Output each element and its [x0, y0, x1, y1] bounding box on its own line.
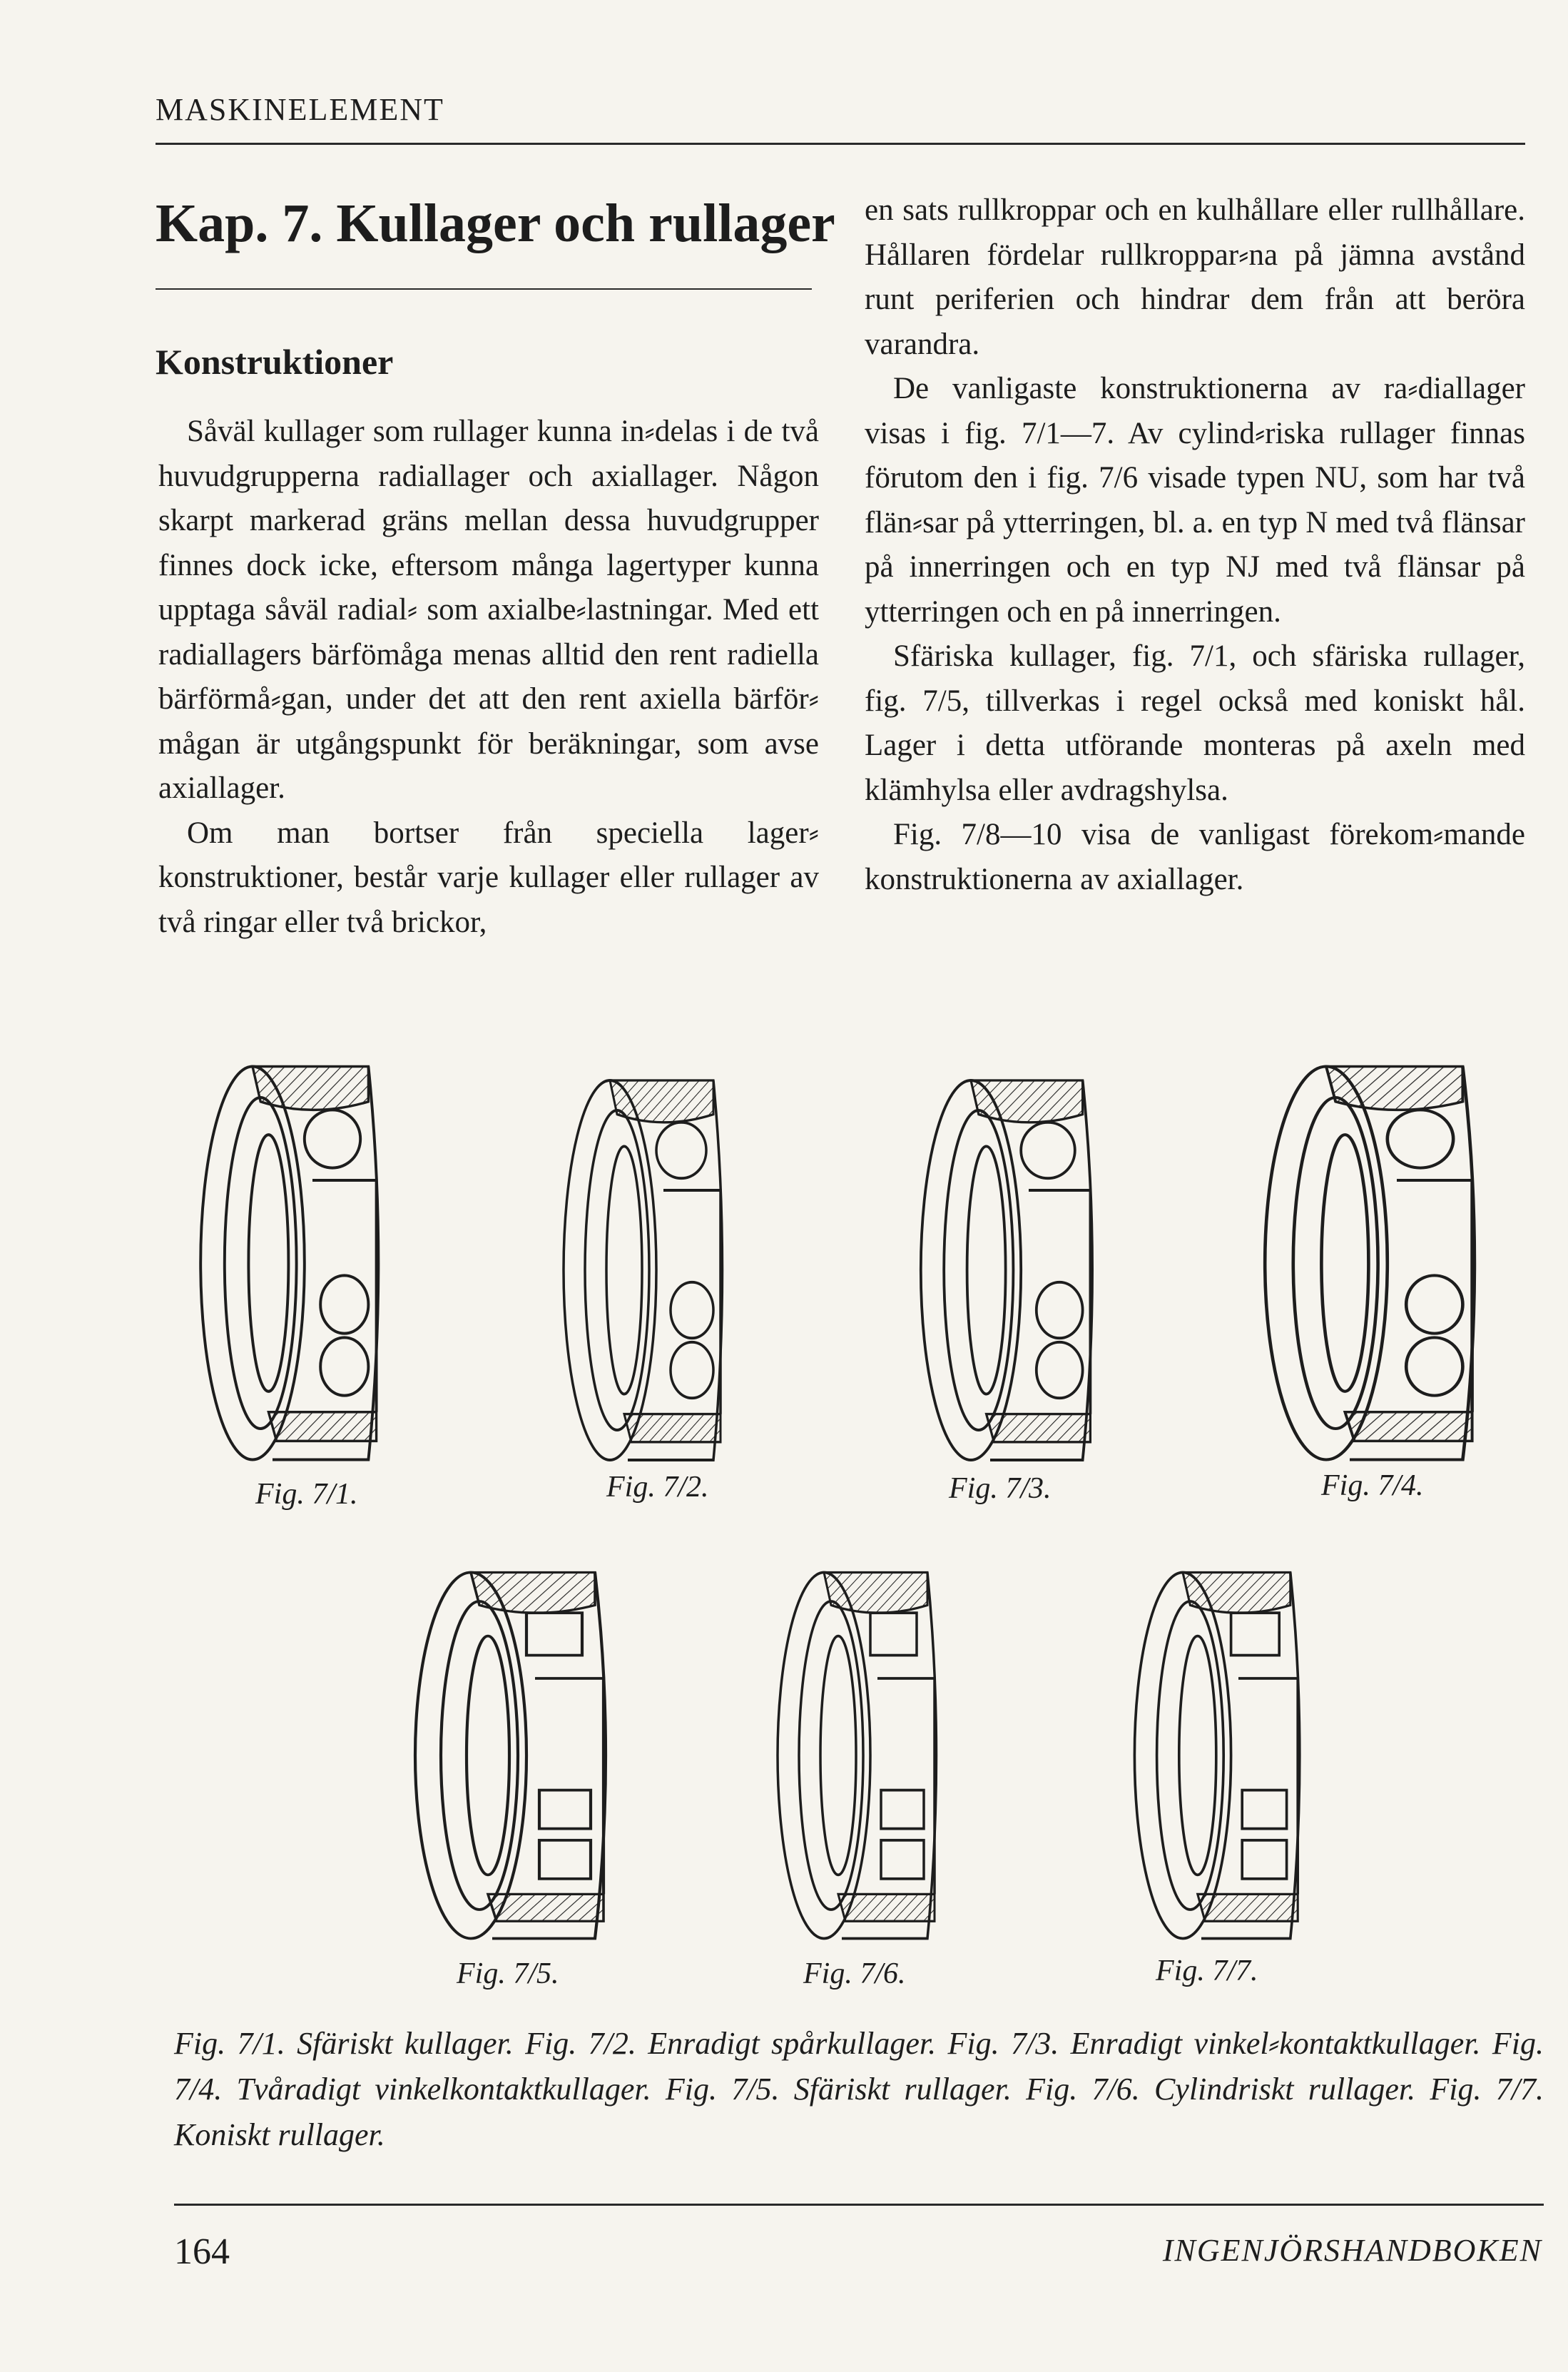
figure-deep-groove-ball-bearing	[556, 1070, 735, 1470]
figure-angular-contact-ball-bearing	[913, 1070, 1106, 1470]
footer-rule	[174, 2204, 1544, 2206]
book-title: INGENJÖRSHANDBOKEN	[1162, 2233, 1542, 2268]
figure-label: Fig. 7/6.	[803, 1957, 906, 1990]
paragraph: en sats rullkroppar och en kulhållare eller rullhållare. Hållaren fördelar rullkroppar⸗na på jämna avstånd runt periferien och hindrar dem från att beröra varandra.	[865, 193, 1525, 361]
page-number: 164	[174, 2231, 230, 2272]
chapter-title-rule	[156, 288, 812, 290]
figure-label: Fig. 7/1.	[255, 1478, 358, 1511]
right-text-column	[865, 188, 1525, 902]
bearing-drawing	[770, 1563, 949, 1948]
paragraph: Om man bortser från speciella lager⸗konstruktioner, består varje kullager eller rullager av två ringar eller två brickor,	[158, 816, 819, 939]
figure-label: Fig. 7/4.	[1321, 1469, 1424, 1502]
figure-label: Fig. 7/7.	[1156, 1955, 1258, 1987]
paragraph: Fig. 7/8—10 visa de vanligast förekom⸗mande konstruktionerna av axiallager.	[865, 818, 1525, 896]
figure-label: Fig. 7/3.	[949, 1472, 1052, 1505]
bearing-drawing	[407, 1563, 621, 1948]
figure-cylindrical-roller-bearing	[770, 1563, 949, 1948]
bearing-drawing	[193, 1056, 392, 1470]
figure-spherical-roller-bearing	[407, 1563, 621, 1948]
figure-label: Fig. 7/2.	[606, 1471, 709, 1504]
bearing-drawing	[556, 1070, 735, 1470]
bearing-drawing	[913, 1070, 1106, 1470]
section-title: Konstruktioner	[156, 342, 394, 382]
chapter-title: Kap. 7. Kullager och rullager	[156, 193, 835, 253]
figure-double-row-angular-contact-bearing	[1256, 1056, 1491, 1470]
figure-tapered-roller-bearing	[1127, 1563, 1313, 1948]
running-head: MASKINELEMENT	[156, 92, 444, 127]
figure-spherical-ball-bearing	[193, 1056, 392, 1470]
paragraph: De vanligaste konstruktionerna av ra⸗diallager visas i fig. 7/1—7. Av cylind⸗riska rullager finnas förutom den i fig. 7/6 visade typen NU, som har två flän⸗sar på ytterringen, bl. a. en typ N med två flänsar på innerringen och en typ NJ med två flänsar på ytterringen och en på innerringen.	[865, 372, 1525, 629]
paragraph: Såväl kullager som rullager kunna in⸗delas i de två huvudgrupperna radiallager och axiallager. Någon skarpt markerad gräns mellan dessa huvudgrupper finnes dock icke, eftersom många lagertyper kunna upptaga såväl radial⸗ som axialbe⸗lastningar. Med ett radiallagers bärfömåga menas alltid den rent radiella bärförmå⸗gan, under det att den rent axiella bärför⸗mågan är utgångspunkt för beräkningar, som avse axiallager.	[158, 415, 819, 805]
bearing-drawing	[1127, 1563, 1313, 1948]
bearing-drawing	[1256, 1056, 1491, 1470]
paragraph: Sfäriska kullager, fig. 7/1, och sfäriska rullager, fig. 7/5, tillverkas i regel också med koniskt hål. Lager i detta utförande monteras på axeln med klämhylsa eller avdragshylsa.	[865, 639, 1525, 807]
figure-label: Fig. 7/5.	[457, 1957, 559, 1990]
left-text-column	[158, 410, 819, 945]
header-rule	[156, 143, 1525, 145]
figure-caption: Fig. 7/1. Sfäriskt kullager. Fig. 7/2. Enradigt spårkullager. Fig. 7/3. Enradigt vinkel⸗kontaktkullager. Fig. 7/4. Tvåradigt vinkelkontaktkullager. Fig. 7/5. Sfäriskt rullager. Fig. 7/6. Cylindriskt rullager. Fig. 7/7. Koniskt rullager.	[174, 2026, 1544, 2152]
